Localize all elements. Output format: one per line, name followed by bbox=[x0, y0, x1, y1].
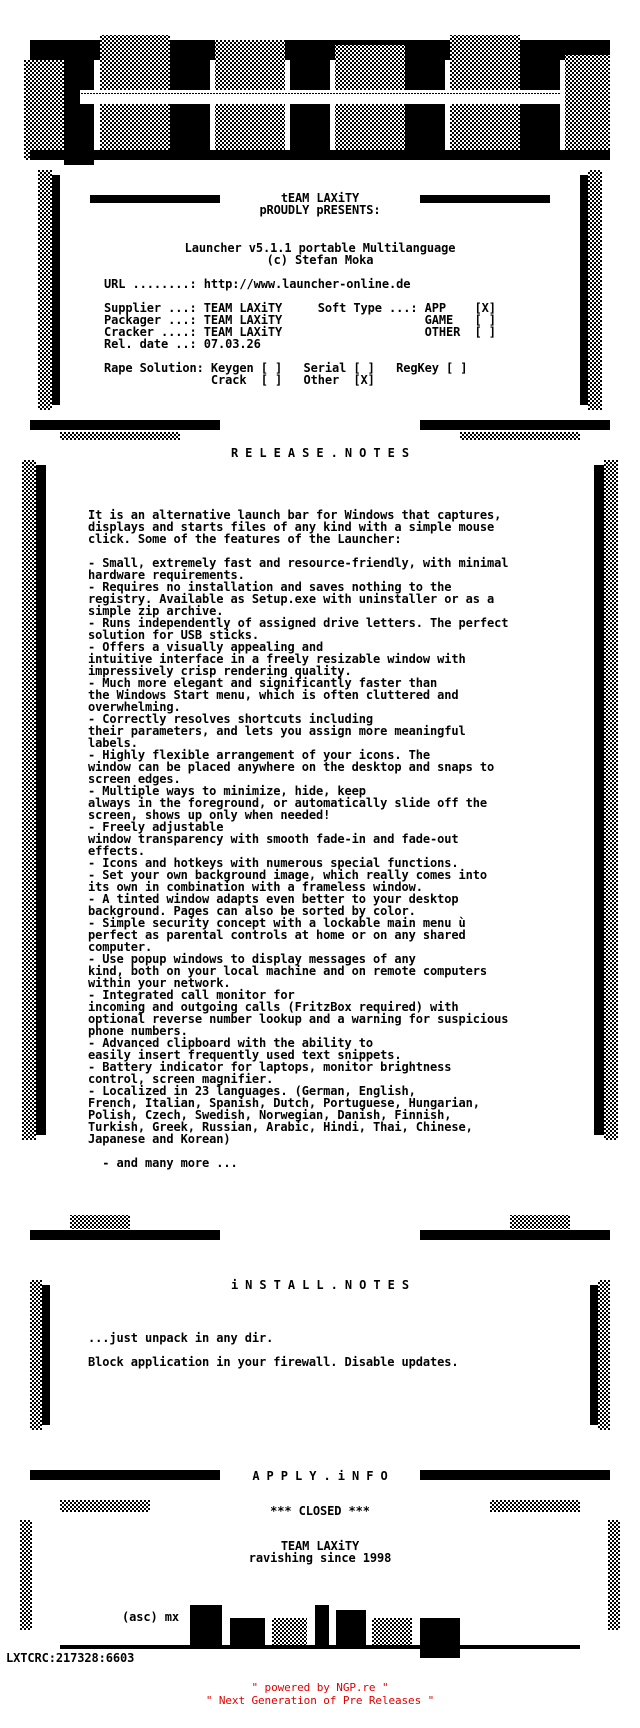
release-note-line: easily insert frequently used text snippets. bbox=[88, 1048, 402, 1062]
release-note-line: its own in combination with a frameless window. bbox=[88, 880, 423, 894]
release-note-line: French, Italian, Spanish, Dutch, Portuguese, Hungarian, bbox=[88, 1096, 480, 1110]
rape-solution-line-1: Rape Solution: Keygen [ ] Serial [ ] RegKey [ ] bbox=[104, 361, 468, 375]
apply-info-heading: A P P L Y . i N F O bbox=[252, 1469, 388, 1483]
url-line: URL ........: http://www.launcher-online.de bbox=[104, 277, 411, 291]
release-note-line: Polish, Czech, Swedish, Norwegian, Danish, Finnish, bbox=[88, 1108, 452, 1122]
release-note-line: - Simple security concept with a lockable main menu ù bbox=[88, 916, 466, 930]
release-note-line: intuitive interface in a freely resizable window with bbox=[88, 652, 466, 666]
release-note-line: It is an alternative launch bar for Windows that captures, bbox=[88, 508, 502, 522]
release-note-line: - Highly flexible arrangement of your icons. The bbox=[88, 748, 430, 762]
release-note-line: - A tinted window adapts even better to your desktop bbox=[88, 892, 459, 906]
release-note-line: - and many more ... bbox=[88, 1156, 238, 1170]
release-note-line: registry. Available as Setup.exe with uninstaller or as a bbox=[88, 592, 495, 606]
apply-since-line: ravishing since 1998 bbox=[248, 1551, 392, 1565]
release-note-line: - Use popup windows to display messages of any bbox=[88, 952, 416, 966]
cracker-line: Cracker ....: TEAM LAXiTY OTHER [ ] bbox=[104, 325, 496, 339]
release-note-line: computer. bbox=[88, 940, 153, 954]
release-note-line: Turkish, Greek, Russian, Arabic, Hindi, Thai, Chinese, bbox=[88, 1120, 473, 1134]
release-notes-heading: R E L E A S E . N O T E S bbox=[230, 446, 410, 460]
packager-line: Packager ...: TEAM LAXiTY GAME [ ] bbox=[104, 313, 496, 327]
release-note-line: perfect as parental controls at home or on any shared bbox=[88, 928, 466, 942]
release-note-line: their parameters, and lets you assign more meaningful bbox=[88, 724, 466, 738]
install-instruction-1: ...just unpack in any dir. bbox=[88, 1331, 274, 1345]
release-note-line: control, screen magnifier. bbox=[88, 1072, 274, 1086]
release-note-line: effects. bbox=[88, 844, 145, 858]
rape-solution-line-2: Crack [ ] Other [X] bbox=[104, 373, 375, 387]
release-note-line: - Correctly resolves shortcuts including bbox=[88, 712, 373, 726]
release-note-line: - Set your own background image, which really comes into bbox=[88, 868, 487, 882]
release-note-line: - Requires no installation and saves nothing to the bbox=[88, 580, 452, 594]
release-note-line: incoming and outgoing calls (FritzBox required) with bbox=[88, 1000, 459, 1014]
install-notes-heading: i N S T A L L . N O T E S bbox=[230, 1278, 410, 1292]
release-note-line: - Freely adjustable bbox=[88, 820, 224, 834]
release-note-line: kind, both on your local machine and on remote computers bbox=[88, 964, 487, 978]
crc-line: LXTCRC:217328:6603 bbox=[6, 1651, 135, 1665]
copyright-line: (c) Stefan Moka bbox=[266, 253, 374, 267]
release-note-line: the Windows Start menu, which is often cluttered and bbox=[88, 688, 459, 702]
release-note-line: optional reverse number lookup and a warning for suspicious bbox=[88, 1012, 509, 1026]
release-note-line: - Localized in 23 languages. (German, English, bbox=[88, 1084, 416, 1098]
release-note-line: - Small, extremely fast and resource-friendly, with minimal bbox=[88, 556, 509, 570]
release-title: Launcher v5.1.1 portable Multilanguage bbox=[184, 241, 456, 255]
presents-line: pROUDLY pRESENTS: bbox=[259, 203, 381, 217]
release-note-line: window transparency with smooth fade-in and fade-out bbox=[88, 832, 459, 846]
release-note-line: - Battery indicator for laptops, monitor brightness bbox=[88, 1060, 452, 1074]
release-note-line: overwhelming. bbox=[88, 700, 181, 714]
release-note-line: solution for USB sticks. bbox=[88, 628, 259, 642]
release-note-line: - Icons and hotkeys with numerous special functions. bbox=[88, 856, 459, 870]
release-date-line: Rel. date ..: 07.03.26 bbox=[104, 337, 261, 351]
release-note-line: click. Some of the features of the Launcher: bbox=[88, 532, 402, 546]
release-note-line: Japanese and Korean) bbox=[88, 1132, 231, 1146]
release-note-line: screen, shows up only when needed! bbox=[88, 808, 331, 822]
release-note-line: - Much more elegant and significantly faster than bbox=[88, 676, 438, 690]
ngp-tagline: " Next Generation of Pre Releases " bbox=[205, 1694, 435, 1707]
release-note-line: - Multiple ways to minimize, hide, keep bbox=[88, 784, 366, 798]
release-note-line: screen edges. bbox=[88, 772, 181, 786]
powered-by-line: " powered by NGP.re " bbox=[251, 1681, 389, 1694]
release-note-line: - Integrated call monitor for bbox=[88, 988, 295, 1002]
release-note-line: background. Pages can also be sorted by color. bbox=[88, 904, 416, 918]
release-note-line: - Runs independently of assigned drive letters. The perfect bbox=[88, 616, 509, 630]
install-instruction-2: Block application in your firewall. Disable updates. bbox=[88, 1355, 459, 1369]
release-note-line: - Offers a visually appealing and bbox=[88, 640, 324, 654]
laxity-logo-art bbox=[24, 35, 610, 165]
group-name-line: tEAM LAXiTY bbox=[280, 191, 360, 205]
supplier-line: Supplier ...: TEAM LAXiTY Soft Type ...: APP [X] bbox=[104, 301, 496, 315]
release-note-line: always in the foreground, or automatically slide off the bbox=[88, 796, 487, 810]
release-note-line: displays and starts files of any kind with a simple mouse bbox=[88, 520, 495, 534]
release-note-line: hardware requirements. bbox=[88, 568, 245, 582]
release-note-line: labels. bbox=[88, 736, 138, 750]
release-note-line: within your network. bbox=[88, 976, 231, 990]
apply-team-name: TEAM LAXiTY bbox=[280, 1539, 360, 1553]
ascii-art-credit: (asc) mx bbox=[122, 1610, 179, 1624]
release-note-line: window can be placed anywhere on the desktop and snaps to bbox=[88, 760, 495, 774]
release-note-line: - Advanced clipboard with the ability to bbox=[88, 1036, 373, 1050]
release-note-line: phone numbers. bbox=[88, 1024, 188, 1038]
release-note-line: impressively crisp rendering quality. bbox=[88, 664, 352, 678]
apply-status: *** CLOSED *** bbox=[270, 1504, 370, 1518]
release-note-line: simple zip archive. bbox=[88, 604, 224, 618]
